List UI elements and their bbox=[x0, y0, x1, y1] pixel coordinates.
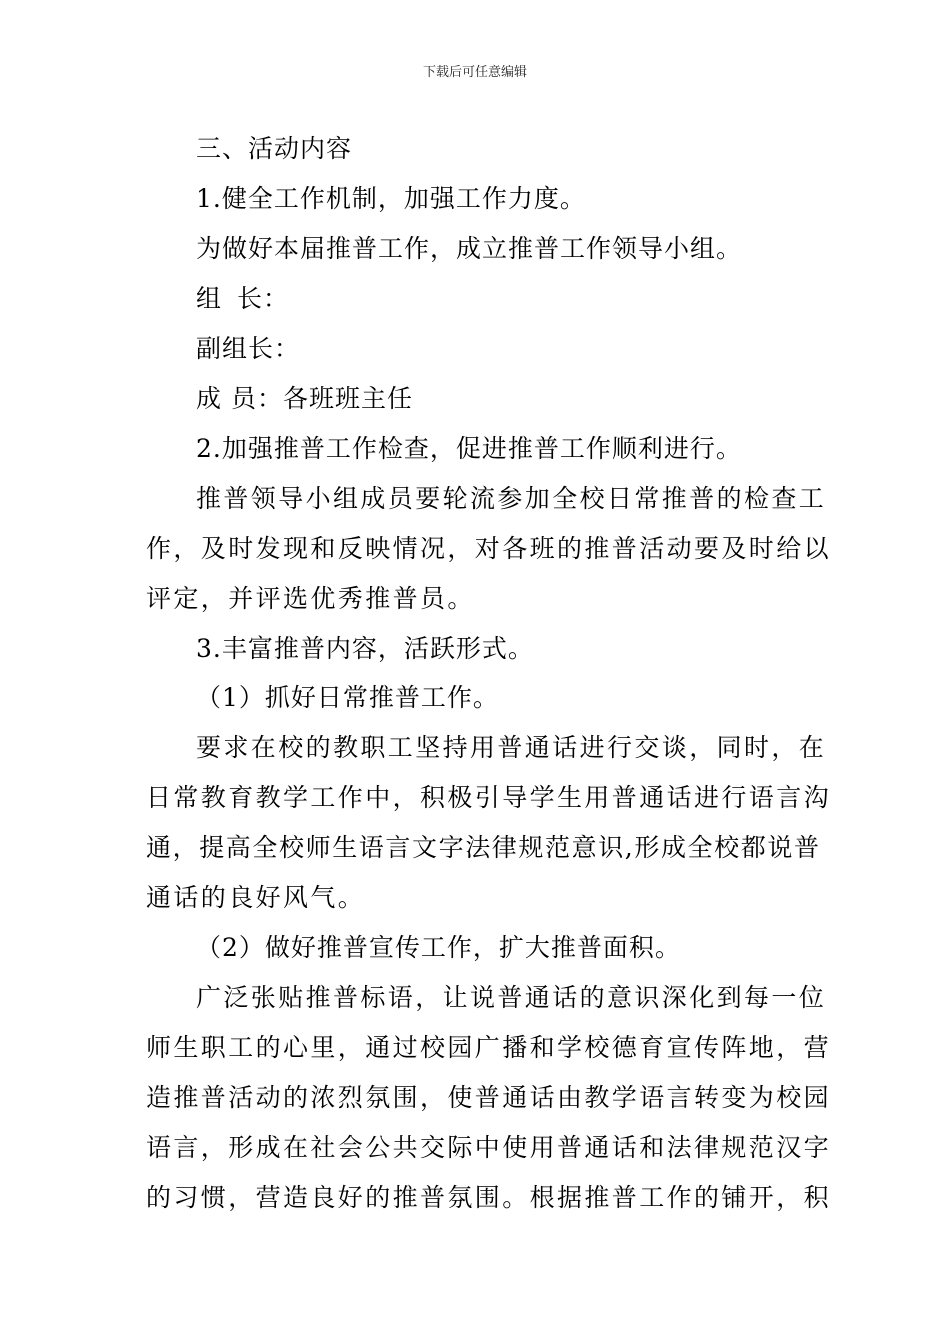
paragraph-line: 要求在校的教职工坚持用普通话进行交谈，同时，在 bbox=[196, 733, 827, 762]
page-header: 下载后可任意编辑 bbox=[422, 65, 527, 80]
paragraph-line: 师生职工的心里，通过校园广播和学校德育宣传阵地，营 bbox=[146, 1033, 832, 1062]
paragraph-line: 通话的良好风气。 bbox=[146, 883, 366, 912]
paragraph-line: 日常教育教学工作中，积极引导学生用普通话进行语言沟 bbox=[146, 783, 832, 812]
subheading-2: 2.加强推普工作检查，促进推普工作顺利进行。 bbox=[196, 434, 742, 463]
subheading-3: 3.丰富推普内容，活跃形式。 bbox=[196, 634, 534, 663]
paragraph-line: 通，提高全校师生语言文字法律规范意识,形成全校都说普 bbox=[146, 833, 821, 862]
deputy-leader-line: 副组长： bbox=[196, 334, 301, 363]
group-leader-line: 组 长： bbox=[196, 284, 289, 313]
paragraph-line: 作，及时发现和反映情况，对各班的推普活动要及时给以 bbox=[146, 534, 832, 563]
subheading-1: 1.健全工作机制，加强工作力度。 bbox=[196, 184, 586, 213]
paragraph-line: 造推普活动的浓烈氛围，使普通话由教学语言转变为校园 bbox=[146, 1083, 832, 1112]
sub-item-1: （1）抓好日常推普工作。 bbox=[196, 683, 499, 712]
paragraph-line: 的习惯，营造良好的推普氛围。根据推普工作的铺开，积 bbox=[146, 1183, 832, 1212]
paragraph-line: 为做好本届推普工作，成立推普工作领导小组。 bbox=[196, 234, 743, 263]
paragraph-line: 语言，形成在社会公共交际中使用普通话和法律规范汉字 bbox=[146, 1133, 832, 1162]
paragraph-line: 推普领导小组成员要轮流参加全校日常推普的检查工 bbox=[196, 484, 827, 513]
members-line: 成 员：各班班主任 bbox=[196, 384, 413, 413]
sub-item-2: （2）做好推普宣传工作，扩大推普面积。 bbox=[196, 933, 681, 962]
paragraph-line: 评定，并评选优秀推普员。 bbox=[146, 584, 475, 613]
paragraph-line: 广泛张贴推普标语，让说普通话的意识深化到每一位 bbox=[196, 983, 827, 1012]
section-heading: 三、活动内容 bbox=[196, 134, 353, 163]
